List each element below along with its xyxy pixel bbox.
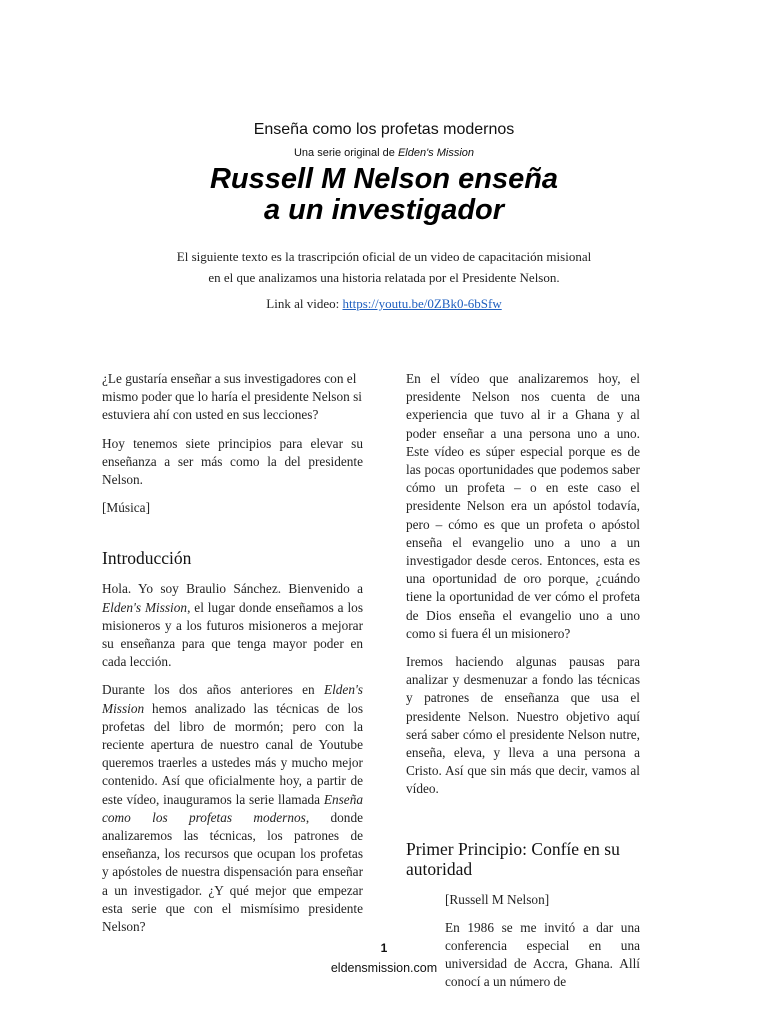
paragraph: [Música] <box>102 500 150 516</box>
series-subtitle <box>0 147 768 159</box>
paragraph: Iremos haciendo algunas pausas para analizar y desmenuzar a fondo las técnicas y patrones de enseñanza que usa el presidente Nelson. Nuestro objetivo aquí será saber cómo el presidente Nelson nutre, enseña, eleva, y lleva a una persona a Cristo. Así que sin más que decir, vamos al vídeo. <box>406 654 640 797</box>
text-span: , el lugar donde enseñamos a los misioneros y a los futuros misioneros a mejorar su enseñanza para que tenga mayor poder en cada lección. <box>102 599 363 670</box>
document-title-line1: Russell M Nelson enseña <box>209 163 559 195</box>
document-title <box>0 164 768 226</box>
paragraph: En el vídeo que analizaremos hoy, el presidente Nelson nos cuenta de una experiencia que tuvo al ir a Ghana y al poder enseñar a una persona uno a uno. Este vídeo es súper especial porque es de las pocas oportunidades que podemos saber cómo un profeta – o en este caso el presidente Nelson era un apóstol todavía, pero – cómo es que un profeta o apóstol enseña el evangelio uno a uno a un investigador desde ceros. Entonces, esta es una oportunidad de oro porque, ¿cuándo tiene la oportunidad de ver cómo el profeta de Dios enseña el evangelio uno a uno como si fuera él un misionero? <box>406 371 640 641</box>
paragraph: Hoy tenemos siete principios para elevar su enseñanza a ser más como la del presidente Nelson. <box>102 435 363 488</box>
section-heading-primer-principio: Primer Principio: Confíe en su autoridad <box>406 838 620 879</box>
intro-text <box>0 246 768 288</box>
emphasis-span: Elden's Mission <box>102 599 188 615</box>
text-span: Hola. Yo soy Braulio Sánchez. Bienvenido a <box>102 581 363 597</box>
text-span: hemos analizado las técnicas de los profetas del libro de mormón; pero con la reciente apertura de nuestro canal de Youtube queremos traerles a ustedes más y mucho mejor contenido. Así que oficialmente hoy, a partir de este vídeo, inauguramos la serie llamada <box>102 700 363 807</box>
paragraph <box>102 681 363 936</box>
page-number: 1 <box>380 941 388 955</box>
text-span: , donde analizaremos las técnicas, los patrones de enseñanza, los recursos que ocupan los profetas y apóstoles de nuestra dispensación para enseñar a un investigador. ¿Y qué mejor que empezar esta serie que con el mismísimo presidente Nelson? <box>102 809 363 935</box>
text-span: Durante los dos años anteriores en <box>102 682 324 698</box>
series-title: Enseña como los profetas modernos <box>253 121 515 138</box>
section-heading-introduccion: Introducción <box>102 548 192 569</box>
paragraph <box>102 580 363 671</box>
quote-paragraph: En 1986 se me invitó a dar una conferencia especial en una universidad de Accra, Ghana. Allí conocí a un número de <box>445 919 640 990</box>
video-link-row <box>0 296 768 312</box>
speaker-label: [Russell M Nelson] <box>445 891 550 907</box>
paragraph: ¿Le gustaría enseñar a sus investigadores con el mismo poder que lo haría el presidente Nelson si estuviera ahí con usted en sus lecciones? <box>102 371 362 423</box>
video-link-label: Link al video: <box>266 296 343 311</box>
document-title-line2: a un investigador <box>263 194 505 226</box>
intro-line2: en el que analizamos una historia relatada por el Presidente Nelson. <box>208 270 560 285</box>
emphasis-span: Elden's Mission <box>102 682 363 716</box>
left-column <box>102 370 363 946</box>
emphasis-span: Enseña como los profetas modernos <box>102 791 363 825</box>
intro-line1: El siguiente texto es la trascripción oficial de un video de capacitación misional <box>176 249 592 264</box>
right-column <box>406 370 640 1002</box>
series-subtitle-prefix: Una serie original de <box>293 147 398 159</box>
series-subtitle-name: Elden's Mission <box>397 147 475 159</box>
video-link[interactable]: https://youtu.be/0ZBk0-6bSfw <box>342 296 502 311</box>
footer-site: eldensmission.com <box>330 961 438 975</box>
